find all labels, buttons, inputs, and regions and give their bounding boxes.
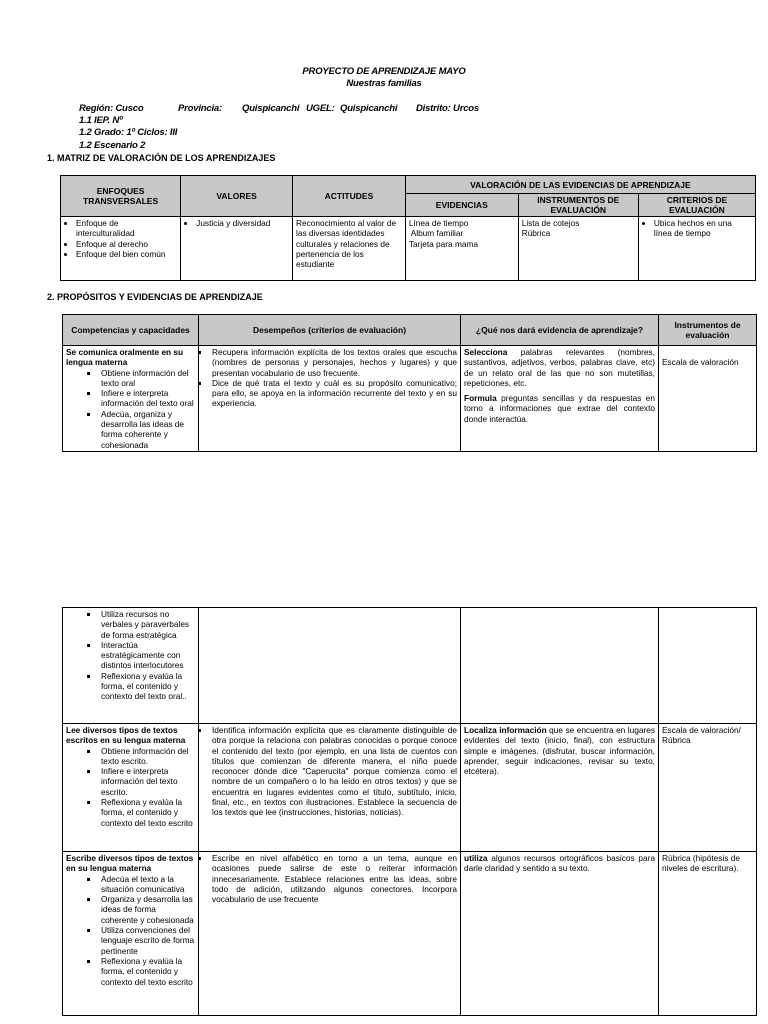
evidencia-text: algunos recursos ortográficos basicos para darle claridad y sentido a su texto. bbox=[464, 853, 655, 874]
cell-desempenos bbox=[199, 608, 461, 724]
list-item: ▪ Infiere e interpreta información del texto oral bbox=[99, 388, 195, 409]
cell-evidencia bbox=[461, 346, 659, 452]
list-item: • Enfoque del bien común bbox=[76, 249, 177, 259]
header-instrumentos: INSTRUMENTOS DE EVALUACIÓN bbox=[518, 194, 638, 217]
cell-desempenos bbox=[199, 724, 461, 852]
evidencia-text: palabras relevantes (nombres, sustantivos, adjetivos, verbos, palabras clave, etc) de un relato oral de las que no son mutetillas, repeticiones, etc. bbox=[464, 347, 655, 388]
evidencia-item: Album familiar bbox=[408, 228, 464, 239]
evidencia-verb: utiliza bbox=[464, 853, 488, 863]
competencia-title: Se comunica oralmente en su lengua materna bbox=[66, 347, 184, 368]
cell-criterios bbox=[638, 217, 755, 281]
evidencia-verb: Localiza información bbox=[464, 725, 547, 735]
iep-line: 1.1 IEP. Nº bbox=[79, 115, 123, 126]
cell-valores bbox=[181, 217, 293, 281]
competencia-title: Escribe diversos tipos de textos en su lengua materna bbox=[66, 853, 194, 874]
cell-evidencia bbox=[461, 724, 659, 852]
propositos-table-continued bbox=[62, 607, 757, 1016]
cell-instrumentos-eval: Rúbrica (hipótesis de niveles de escritura). bbox=[659, 852, 757, 1016]
list-item: ▪ Utiliza recursos no verbales y paraverbales de forma estratégica bbox=[99, 609, 195, 640]
cell-competencia bbox=[63, 724, 199, 852]
list-item: ▪ Adecúa el texto a la situación comunicativa bbox=[99, 874, 195, 895]
evidencia-verb: Formula bbox=[464, 393, 497, 404]
cell-evidencia bbox=[461, 852, 659, 1016]
list-item: ▪ Interactúa estratégicamente con distintos interlocutores bbox=[99, 640, 195, 671]
list-item: ▪ Escribe en nivel alfabético en torno a un tema, aunque en ocasiones puede salirse de este o reiterar información innecesariamente. Establece relaciones entre las ideas, sobre todo de adición, utilizando algunos conectores. Incorpora vocabulario de use frecuente bbox=[210, 853, 457, 904]
ugel-label: UGEL: bbox=[306, 103, 335, 114]
valoracion-table bbox=[60, 175, 756, 281]
evidencia-text: que se encuentra en lugares evidentes del texto (inicio, final), con estructura simple e imágenes. (disfrutar, buscar información, aprender, seguir indicaciones, revisar su texto, etcétera). bbox=[464, 725, 655, 777]
header-instrumentos-eval: Instrumentos de evaluación bbox=[659, 315, 757, 346]
propositos-table bbox=[62, 314, 757, 452]
list-item: • Enfoque de interculturalidad bbox=[76, 218, 177, 239]
grado-line: 1.2 Grado: 1º Ciclos: III bbox=[79, 127, 178, 138]
evidencia-item: Tarjeta para mama bbox=[408, 238, 479, 249]
header-competencias: Competencias y capacidades bbox=[63, 315, 199, 346]
evidencia-item: Línea de tiempo bbox=[408, 218, 469, 228]
provincia-label: Provincia: bbox=[178, 103, 222, 114]
escenario-line: 1.2 Escenario 2 bbox=[79, 140, 146, 151]
region-label: Región: Cusco bbox=[79, 103, 144, 114]
list-item: ▪ Organiza y desarrolla las ideas de forma coherente y cohesionada bbox=[99, 894, 195, 925]
header-criterios: CRITERIOS DE EVALUACIÓN bbox=[638, 194, 755, 217]
instrumento-item: Rúbrica bbox=[521, 228, 551, 239]
list-item: ▪ Identifica información explícita que es claramente distinguible de otra porque la relaciona con palabras conocidas o porque conoce el contenido del texto (por ejemplo, en una lista de cuentos con títulos que comienzan de diferente manera, el niño puede reconocer dónde dice "Caperucita" porque comienza como el nombre de un compañero o lo ha leído en otros textos) y que se encuentra en lugares evidentes como el título, subtítulo, inicio, final, etc., en textos con ilustraciones. Establece la secuencia de los textos que lee (instrucciones, historias, noticias). bbox=[210, 725, 457, 818]
list-item: ▪ Adecúa, organiza y desarrolla las ideas de forma coherente y cohesionada bbox=[99, 409, 195, 450]
evidencia-verb: Selecciona bbox=[464, 347, 508, 357]
list-item: ▪ Infiere e interpreta información del texto escrito. bbox=[99, 766, 195, 797]
header-evidencias: EVIDENCIAS bbox=[405, 194, 518, 217]
header-valores: VALORES bbox=[181, 176, 293, 217]
list-item: • Enfoque al derecho bbox=[76, 239, 177, 249]
header-desempenos: Desempeños (criterios de evaluación) bbox=[199, 315, 461, 346]
list-item: ▪ Reflexiona y evalúa la forma, el contenido y contexto del texto escrito bbox=[99, 956, 195, 987]
list-item: • Ubica hechos en una línea de tiempo bbox=[654, 218, 752, 239]
list-item: ▪ Reflexiona y evalúa la forma, el contenido y contexto del texto oral.. bbox=[99, 671, 195, 702]
cell-instrumentos bbox=[518, 217, 638, 281]
list-item: ▪ Recupera información explícita de los textos orales que escucha (nombres de personas y personajes, hechos y lugares) y que presentan vocabulario de uso frecuente. bbox=[210, 347, 457, 378]
header-enfoques: ENFOQUES TRANSVERSALES bbox=[61, 176, 181, 217]
cell-enfoques bbox=[61, 217, 181, 281]
distrito-label: Distrito: Urcos bbox=[416, 103, 479, 114]
cell-competencia bbox=[63, 346, 199, 452]
header-valoracion: VALORACIÓN DE LAS EVIDENCIAS DE APRENDIZAJE bbox=[405, 176, 755, 194]
ugel-value: Quispicanchi bbox=[340, 103, 398, 114]
list-item: ▪ Obtiene información del texto oral bbox=[99, 368, 195, 389]
cell-evidencia bbox=[461, 608, 659, 724]
project-title: PROYECTO DE APRENDIZAJE MAYO bbox=[302, 66, 466, 77]
cell-desempenos bbox=[199, 346, 461, 452]
cell-instrumentos-eval: Escala de valoración bbox=[659, 346, 757, 452]
cell-competencia bbox=[63, 608, 199, 724]
cell-instrumentos-eval bbox=[659, 608, 757, 724]
section1-title: 1. MATRIZ DE VALORACIÓN DE LOS APRENDIZAJES bbox=[47, 153, 276, 163]
cell-evidencias bbox=[405, 217, 518, 281]
project-subtitle: Nuestras familias bbox=[346, 78, 422, 89]
evidencia-text: preguntas sencillas y da respuestas en torno a informaciones que extrae del contexto donde interactúa. bbox=[464, 393, 655, 424]
cell-competencia bbox=[63, 852, 199, 1016]
list-item: ▪ Utiliza convenciones del lenguaje escrito de forma pertinente bbox=[99, 925, 195, 956]
instrumento-item: Lista de cotejos bbox=[521, 218, 580, 228]
cell-actitudes: Reconocimiento al valor de las diversas identidades culturales y relaciones de pertenencia de los estudiante bbox=[292, 217, 405, 281]
list-item: ▪ Reflexiona y evalúa la forma, el contenido y contexto del texto escrito bbox=[99, 797, 195, 828]
header-actitudes: ACTITUDES bbox=[292, 176, 405, 217]
list-item: • Justicia y diversidad bbox=[196, 218, 289, 228]
cell-desempenos bbox=[199, 852, 461, 1016]
provincia-value: Quispicanchi bbox=[242, 103, 300, 114]
cell-instrumentos-eval: Escala de valoración/ Rúbrica bbox=[659, 724, 757, 852]
header-evidencia: ¿Qué nos dará evidencia de aprendizaje? bbox=[461, 315, 659, 346]
competencia-title: Lee diversos tipos de textos escritos en su lengua materna bbox=[66, 725, 186, 746]
section2-title: 2. PROPÓSITOS Y EVIDENCIAS DE APRENDIZAJE bbox=[47, 292, 263, 302]
list-item: ▪ Dice de qué trata el texto y cuál es su propósito comunicativo; para ello, se apoya en la información recurrente del texto y en su experiencia. bbox=[210, 378, 457, 409]
list-item: ▪ Obtiene información del texto escrito. bbox=[99, 746, 195, 767]
